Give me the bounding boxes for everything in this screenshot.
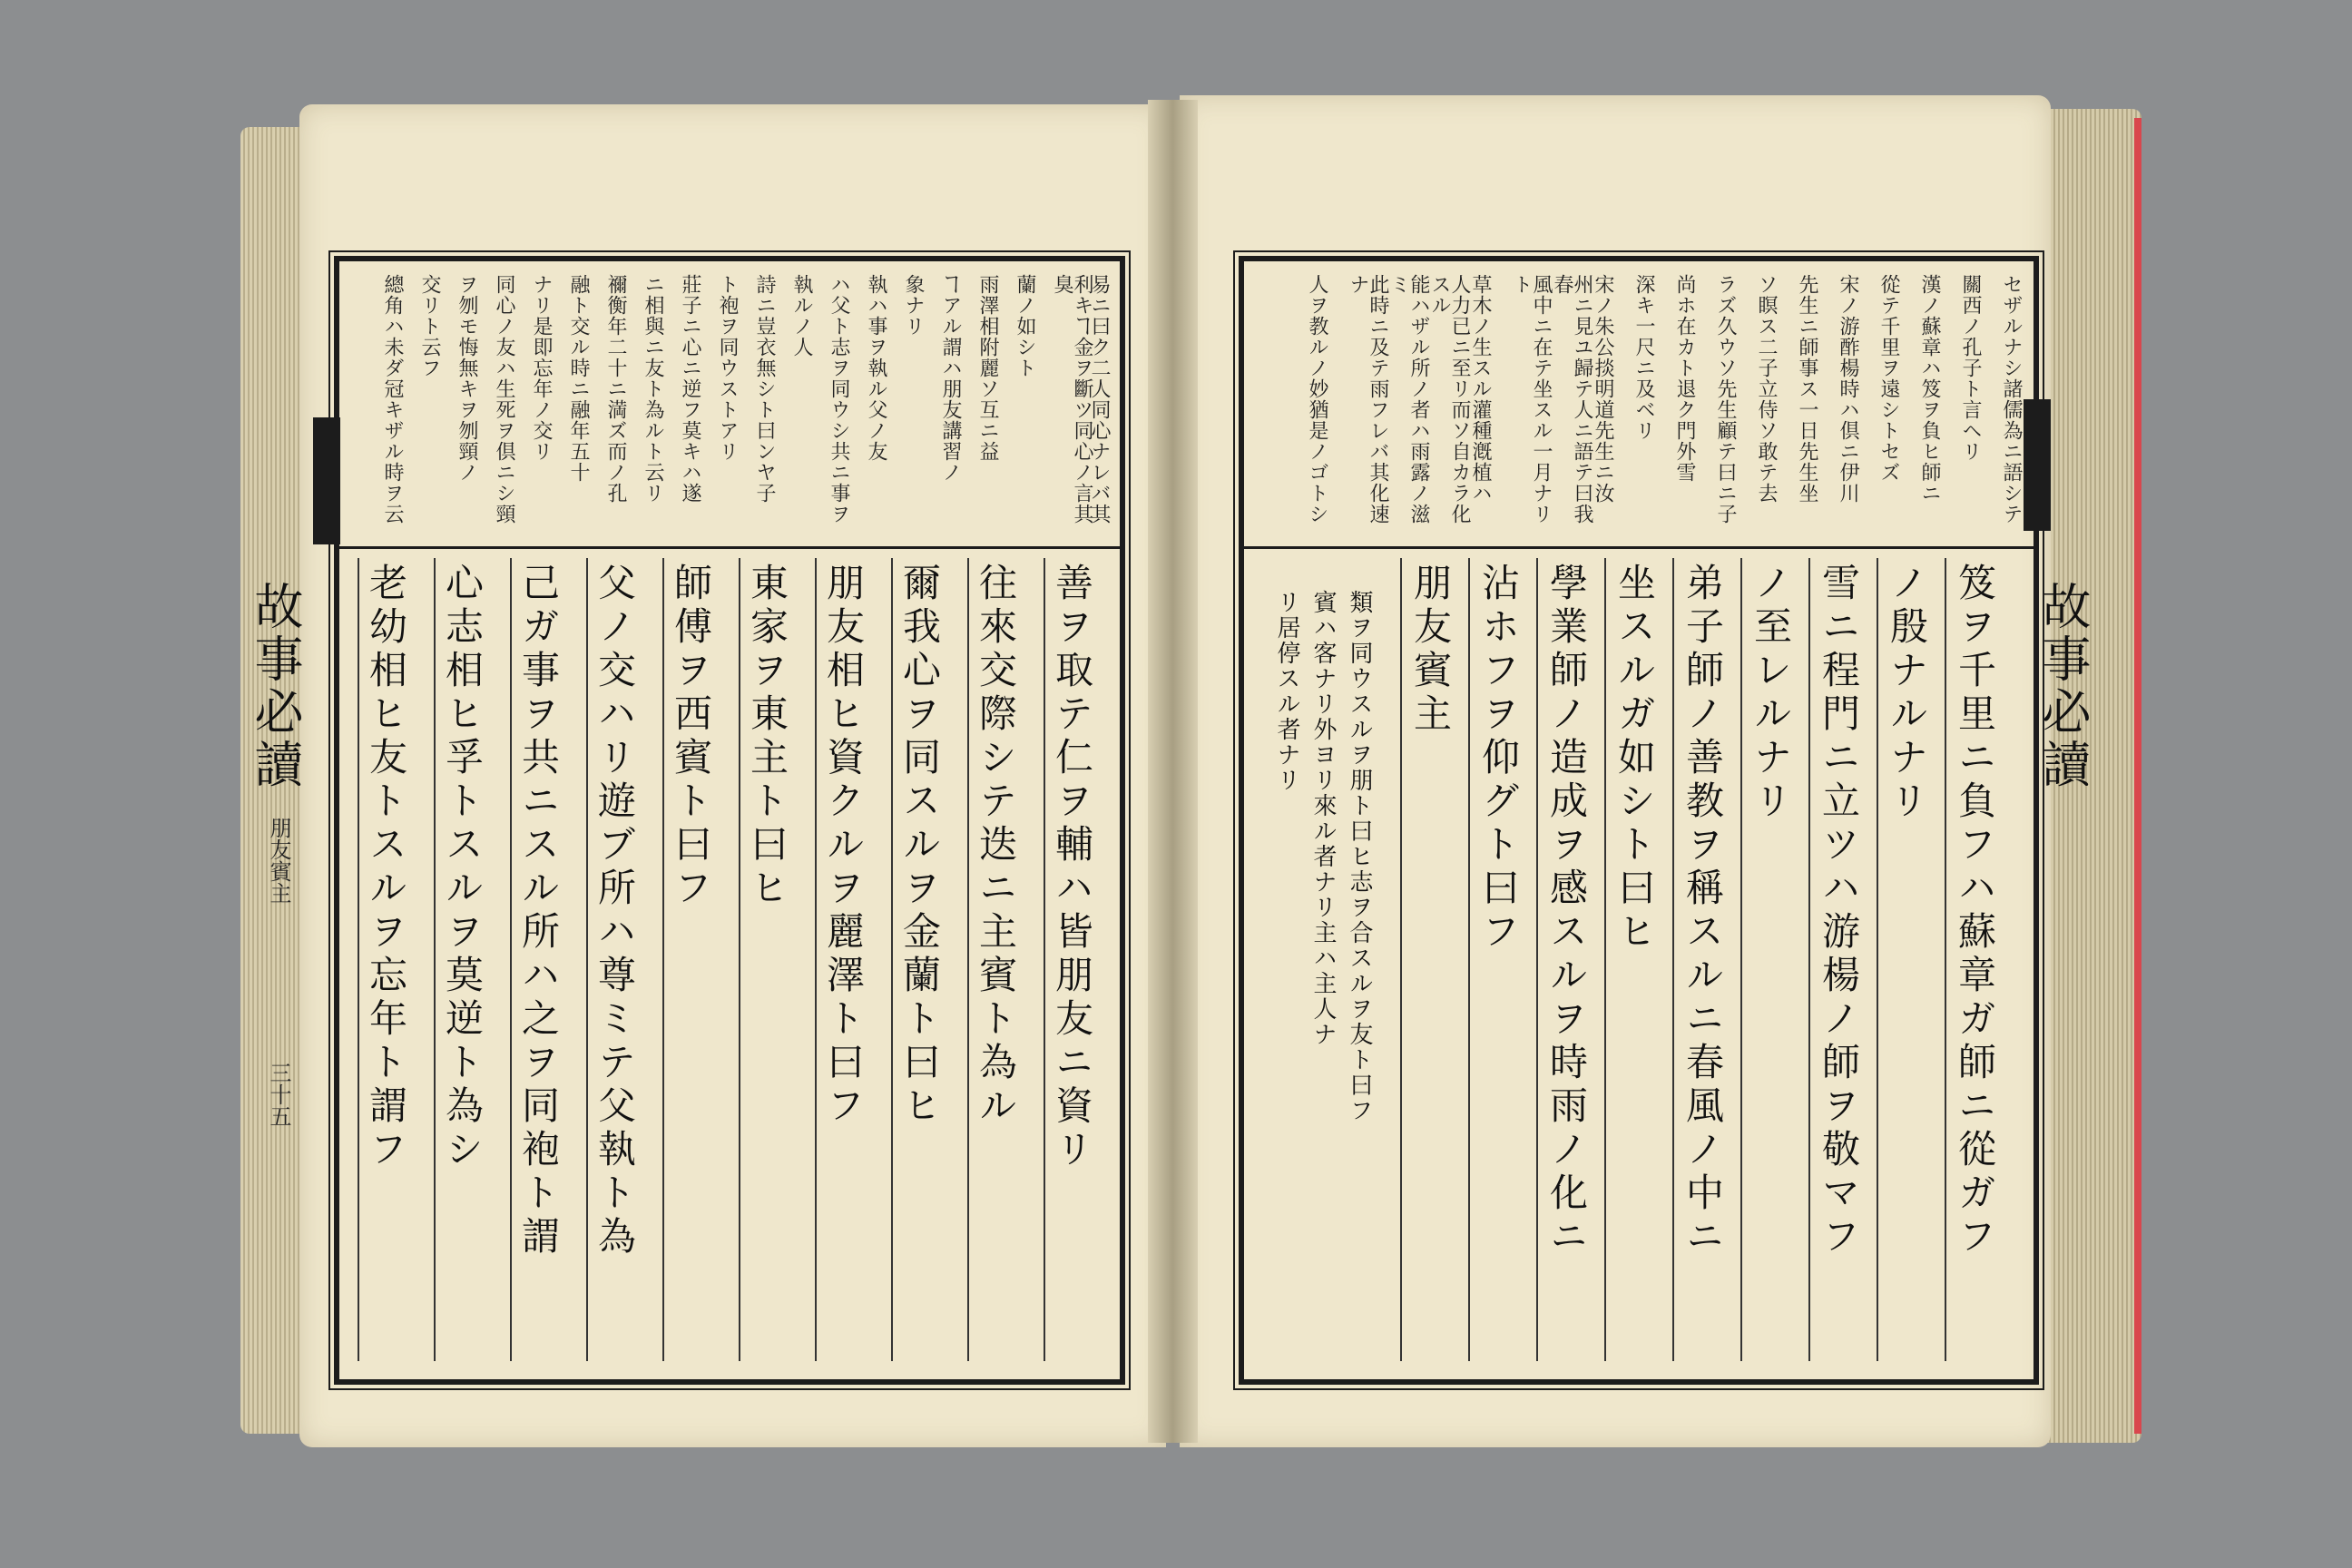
column-rule bbox=[1877, 558, 1878, 1361]
note-column: 漢ノ蘇章ハ笈ヲ負ヒ師ニ bbox=[1918, 274, 1941, 504]
note-column: 莊子ニ心ニ逆フ莫キハ遂 bbox=[679, 274, 701, 504]
main-column: 坐スルガ如シト曰ヒ bbox=[1612, 563, 1657, 955]
column-rule bbox=[662, 558, 664, 1361]
note-column: 此時ニ及テ雨フレバ其化速ナ bbox=[1347, 274, 1389, 524]
left-page-number: 三十五 bbox=[266, 1062, 291, 1127]
note-column: 尚ホ在カト退ク門外雪 bbox=[1673, 274, 1696, 483]
note-column: 執ルノ人 bbox=[790, 274, 813, 358]
column-rule bbox=[1740, 558, 1742, 1361]
note-column: ラズ久ウソ先生顧テ曰ニ子 bbox=[1714, 274, 1737, 524]
main-column: 東家ヲ東主ト曰ヒ bbox=[745, 563, 789, 911]
right-divider bbox=[1244, 546, 2034, 549]
column-rule bbox=[1945, 558, 1946, 1361]
column-rule bbox=[1536, 558, 1538, 1361]
left-book-title: 故事必讀 bbox=[247, 581, 304, 791]
note-column: 人力已ニ至リ而ソ自カラ化スル bbox=[1428, 274, 1471, 524]
note-column: 交リト云フ bbox=[418, 274, 441, 378]
column-rule bbox=[1672, 558, 1674, 1361]
note-column: 關西ノ孔子ト言ヘリ bbox=[1959, 274, 1982, 462]
main-column: 往來交際シテ迭ニ主賓ト為ル bbox=[974, 563, 1018, 1129]
column-rule bbox=[739, 558, 740, 1361]
main-column: 類ヲ同ウスルヲ朋ト曰ヒ志ヲ合スルヲ友ト曰フ bbox=[1346, 590, 1373, 1123]
column-rule bbox=[1400, 558, 1402, 1361]
book-gutter bbox=[1148, 100, 1198, 1443]
note-column: ヿアル謂ハ朋友講習ノ bbox=[939, 274, 962, 483]
note-column: ト袍ヲ同ウストアリ bbox=[716, 274, 739, 462]
main-column: ノ殷ナルナリ bbox=[1885, 563, 1929, 824]
right-book-title: 故事必讀 bbox=[2034, 581, 2092, 791]
main-column: 賓ハ客ナリ外ヨリ來ル者ナリ主ハ主人ナ bbox=[1309, 590, 1337, 1047]
main-column: 己ガ事ヲ共ニスル所ハ之ヲ同袍ト謂 bbox=[516, 563, 561, 1259]
note-column: ハ父ト志ヲ同ウシ共ニ事ヲ bbox=[828, 274, 850, 524]
main-column: 弟子師ノ善教ヲ稱スルニ春風ノ中ニ bbox=[1681, 563, 1725, 1259]
note-column: 宋ノ朱公掞明道先生ニ汝 bbox=[1592, 274, 1614, 504]
column-rule bbox=[434, 558, 436, 1361]
note-column: 總角ハ未ダ冠キザル時ヲ云 bbox=[381, 274, 404, 524]
note-column: ナリ是即忘年ノ交リ bbox=[530, 274, 553, 462]
column-rule bbox=[891, 558, 893, 1361]
column-rule bbox=[815, 558, 817, 1361]
main-column: 心志相ヒ孚トスルヲ莫逆ト為シ bbox=[440, 563, 485, 1172]
note-column: 從テ千里ヲ遠シトセズ bbox=[1877, 274, 1900, 483]
note-column: 同心ノ友ハ生死ヲ倶ニシ頸 bbox=[493, 274, 515, 524]
main-column: 老幼相ヒ友トスルヲ忘年ト謂フ bbox=[364, 563, 408, 1172]
column-rule bbox=[1044, 558, 1045, 1361]
column-rule bbox=[1604, 558, 1606, 1361]
column-rule bbox=[358, 558, 359, 1361]
main-column: 善ヲ取テ仁ヲ輔ハ皆朋友ニ資リ bbox=[1050, 563, 1094, 1172]
note-column: ヲ刎モ悔無キヲ刎頸ノ bbox=[456, 274, 478, 483]
note-column: ソ瞑ス二子立侍ソ敢テ去 bbox=[1755, 274, 1778, 504]
main-column: 爾我心ヲ同スルヲ金蘭ト曰ヒ bbox=[897, 563, 942, 1129]
note-column: 風中ニ在テ坐スル一月ナリト bbox=[1510, 274, 1553, 524]
column-rule bbox=[1808, 558, 1810, 1361]
column-rule bbox=[586, 558, 588, 1361]
note-column: 禰衡年二十ニ満ズ而ノ孔 bbox=[604, 274, 627, 504]
column-rule bbox=[1468, 558, 1470, 1361]
note-column: 州ニ見ユ歸テ人ニ語テ曰我春 bbox=[1551, 274, 1593, 524]
note-column: 深キ一尺ニ及ベリ bbox=[1632, 274, 1655, 441]
note-column: 能ハザル所ノ者ハ雨露ノ滋ミ bbox=[1387, 274, 1430, 524]
note-column: 蘭ノ如シト bbox=[1014, 274, 1036, 378]
note-column: ニ相與ニ友ト為ルト云リ bbox=[642, 274, 664, 504]
note-column: 易ニ曰ク二人同心ナレバ其 bbox=[1088, 274, 1111, 524]
column-rule bbox=[510, 558, 512, 1361]
column-rule bbox=[967, 558, 969, 1361]
note-column: 雨澤相附麗ソ互ニ益 bbox=[976, 274, 999, 462]
main-column: 學業師ノ造成ヲ感スルヲ時雨ノ化ニ bbox=[1544, 563, 1589, 1259]
note-column: 先生ニ師事ス一日先生坐 bbox=[1796, 274, 1818, 504]
left-divider bbox=[339, 546, 1120, 549]
note-column: 執ハ事ヲ執ル父ノ友 bbox=[865, 274, 887, 462]
main-column: 笈ヲ千里ニ負フハ蘇章ガ師ニ從ガフ bbox=[1953, 563, 1997, 1259]
red-page-edge bbox=[2134, 118, 2141, 1434]
main-column: 朋友賓主 bbox=[1408, 563, 1453, 737]
note-column: 人ヲ教ルノ妙猶是ノゴトシ bbox=[1306, 274, 1328, 524]
main-column: 父ノ交ハリ遊ブ所ハ尊ミテ父執ト為 bbox=[593, 563, 637, 1259]
main-column: 沾ホフヲ仰グト曰フ bbox=[1476, 563, 1521, 955]
main-column: 師傅ヲ西賓ト曰フ bbox=[669, 563, 713, 911]
left-section-label: 朋友賓主 bbox=[266, 817, 291, 904]
note-column: セザルナシ諸儒為ニ語シテ bbox=[2000, 274, 2023, 524]
main-column: 雪ニ程門ニ立ツハ游楊ノ師ヲ敬マフ bbox=[1817, 563, 1861, 1259]
main-column: 朋友相ヒ資クルヲ麗澤ト曰フ bbox=[821, 563, 866, 1129]
note-column: 宋ノ游酢楊時ハ倶ニ伊川 bbox=[1837, 274, 1859, 504]
main-column: リ居停スル者ナリ bbox=[1273, 590, 1300, 793]
main-column: ノ至レルナリ bbox=[1749, 563, 1793, 824]
note-column: 象ナリ bbox=[902, 274, 925, 337]
note-column: 融ト交ル時ニ融年五十 bbox=[567, 274, 590, 483]
note-column: 草木ノ生スル灌種漑植ハ bbox=[1469, 274, 1492, 504]
note-column: 詩ニ豈衣無シト曰ンヤ子 bbox=[753, 274, 776, 504]
note-column: 利キヿ金ヲ斷ツ同心ノ言其臭 bbox=[1051, 274, 1093, 524]
